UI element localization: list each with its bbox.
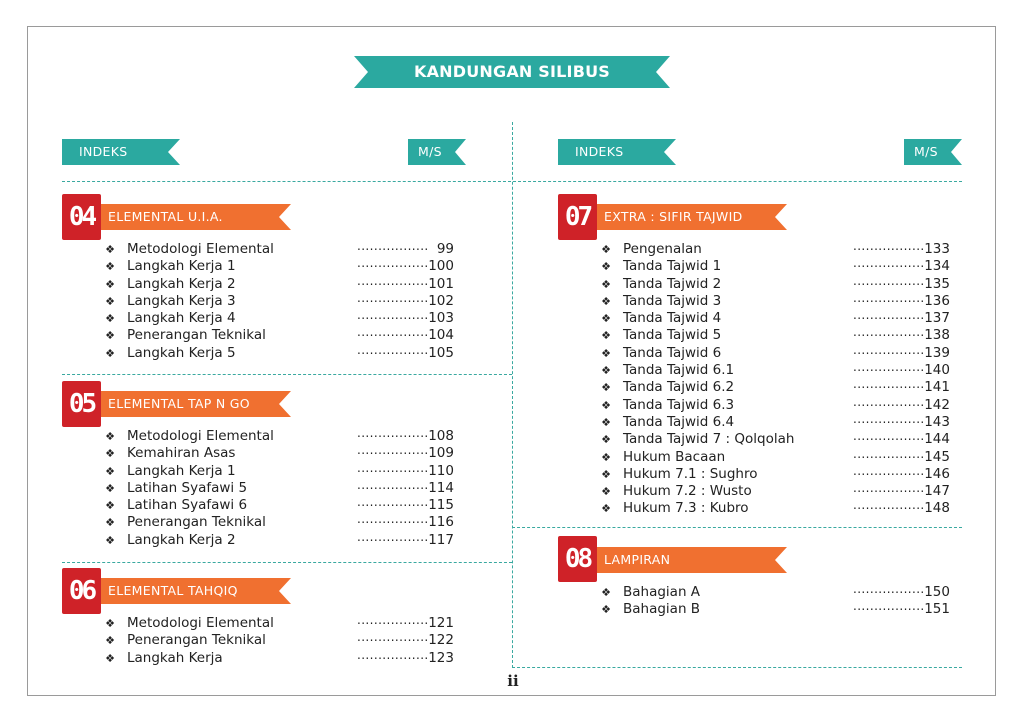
diamond-bullet-icon: ❖ (105, 516, 115, 530)
diamond-bullet-icon: ❖ (105, 312, 115, 326)
diamond-bullet-icon: ❖ (601, 329, 611, 343)
diamond-bullet-icon: ❖ (601, 433, 611, 447)
toc-row[interactable]: ❖ Tanda Tajwid 6 ................. 139 (599, 345, 959, 362)
bottom-divider (512, 667, 962, 668)
toc-row[interactable]: ❖ Langkah Kerja 5 ................. 105 (103, 345, 463, 362)
diamond-bullet-icon: ❖ (105, 533, 115, 547)
section-06-title: ELEMENTAL TAHQIQ (108, 583, 238, 598)
section-04-list (103, 241, 463, 362)
diamond-bullet-icon: ❖ (105, 329, 115, 343)
diamond-bullet-icon: ❖ (105, 634, 115, 648)
section-05-list (103, 428, 463, 549)
toc-row[interactable]: ❖ Tanda Tajwid 2 ................. 135 (599, 276, 959, 293)
section-05-title: ELEMENTAL TAP N GO (108, 396, 250, 411)
toc-row[interactable]: ❖ Metodologi Elemental ................. 108 (103, 428, 463, 445)
toc-row[interactable]: ❖ Tanda Tajwid 5 ................. 138 (599, 327, 959, 344)
toc-row[interactable]: ❖ Langkah Kerja ................. 123 (103, 650, 463, 667)
toc-row[interactable]: ❖ Bahagian A ................. 150 (599, 584, 959, 601)
diamond-bullet-icon: ❖ (601, 502, 611, 516)
section-07-title: EXTRA : SIFIR TAJWID (604, 209, 743, 224)
toc-row[interactable]: ❖ Hukum 7.2 : Wusto ................. 147 (599, 483, 959, 500)
toc-row[interactable]: ❖ Metodologi Elemental ................. 99 (103, 241, 463, 258)
toc-row[interactable]: ❖ Tanda Tajwid 6.4 ................. 143 (599, 414, 959, 431)
left-index-label: INDEKS (79, 144, 128, 159)
diamond-bullet-icon: ❖ (601, 312, 611, 326)
toc-row[interactable]: ❖ Tanda Tajwid 3 ................. 136 (599, 293, 959, 310)
section-08-title: LAMPIRAN (604, 552, 671, 567)
toc-row[interactable]: ❖ Tanda Tajwid 6.3 ................. 142 (599, 397, 959, 414)
toc-row[interactable]: ❖ Tanda Tajwid 6.1 ................. 140 (599, 362, 959, 379)
toc-row[interactable]: ❖ Langkah Kerja 4 ................. 103 (103, 310, 463, 327)
toc-row[interactable]: ❖ Latihan Syafawi 5 ................. 114 (103, 480, 463, 497)
diamond-bullet-icon: ❖ (105, 447, 115, 461)
diamond-bullet-icon: ❖ (105, 464, 115, 478)
diamond-bullet-icon: ❖ (601, 346, 611, 360)
left-page-label: M/S (418, 144, 442, 159)
diamond-bullet-icon: ❖ (601, 586, 611, 599)
diamond-bullet-icon: ❖ (601, 450, 611, 464)
section-06-number: 06 (68, 576, 95, 606)
diamond-bullet-icon: ❖ (105, 260, 115, 274)
section-08-number: 08 (564, 544, 591, 574)
section-07-list (599, 241, 959, 518)
diamond-bullet-icon: ❖ (105, 243, 115, 256)
diamond-bullet-icon: ❖ (601, 260, 611, 274)
toc-row[interactable]: ❖ Langkah Kerja 3 ................. 102 (103, 293, 463, 310)
diamond-bullet-icon: ❖ (601, 603, 611, 617)
toc-row[interactable]: ❖ Tanda Tajwid 4 ................. 137 (599, 310, 959, 327)
toc-row[interactable]: ❖ Langkah Kerja 1 ................. 100 (103, 258, 463, 275)
diamond-bullet-icon: ❖ (105, 430, 115, 443)
right-page-label: M/S (914, 144, 938, 159)
diamond-bullet-icon: ❖ (105, 481, 115, 495)
toc-row[interactable]: ❖ Langkah Kerja 2 ................. 117 (103, 532, 463, 549)
section-06-list (103, 615, 463, 667)
toc-row[interactable]: ❖ Langkah Kerja 1 ................. 110 (103, 463, 463, 480)
diamond-bullet-icon: ❖ (105, 499, 115, 513)
diamond-bullet-icon: ❖ (601, 485, 611, 499)
toc-row[interactable]: ❖ Langkah Kerja 2 ................. 101 (103, 276, 463, 293)
right-index-label: INDEKS (575, 144, 624, 159)
diamond-bullet-icon: ❖ (601, 415, 611, 429)
diamond-bullet-icon: ❖ (105, 277, 115, 291)
diamond-bullet-icon: ❖ (105, 346, 115, 360)
divider-05-06 (62, 562, 512, 563)
toc-row[interactable]: ❖ Penerangan Teknikal ................. 104 (103, 327, 463, 344)
toc-row[interactable]: ❖ Hukum 7.1 : Sughro ................. 146 (599, 466, 959, 483)
diamond-bullet-icon: ❖ (601, 381, 611, 395)
section-05-number: 05 (68, 389, 95, 419)
divider-07-08 (512, 527, 962, 528)
section-04-number: 04 (68, 202, 95, 232)
toc-row[interactable]: ❖ Tanda Tajwid 7 : Qolqolah ................. 144 (599, 431, 959, 448)
section-07-number: 07 (564, 202, 591, 232)
diamond-bullet-icon: ❖ (601, 277, 611, 291)
section-04-title: ELEMENTAL U.I.A. (108, 209, 223, 224)
toc-row[interactable]: ❖ Tanda Tajwid 6.2 ................. 141 (599, 379, 959, 396)
toc-row[interactable]: ❖ Hukum Bacaan ................. 145 (599, 449, 959, 466)
diamond-bullet-icon: ❖ (601, 294, 611, 308)
toc-row[interactable]: ❖ Tanda Tajwid 1 ................. 134 (599, 258, 959, 275)
divider-04-05 (62, 374, 512, 375)
toc-row[interactable]: ❖ Hukum 7.3 : Kubro ................. 148 (599, 500, 959, 517)
section-08-list (599, 584, 959, 619)
toc-row[interactable]: ❖ Penerangan Teknikal ................. 116 (103, 514, 463, 531)
toc-row[interactable]: ❖ Penerangan Teknikal ................. 122 (103, 632, 463, 649)
diamond-bullet-icon: ❖ (105, 651, 115, 665)
toc-row[interactable]: ❖ Metodologi Elemental ................. 121 (103, 615, 463, 632)
diamond-bullet-icon: ❖ (601, 467, 611, 481)
diamond-bullet-icon: ❖ (601, 243, 611, 256)
column-divider (512, 122, 513, 668)
toc-row[interactable]: ❖ Latihan Syafawi 6 ................. 115 (103, 497, 463, 514)
page-number: ii (507, 672, 519, 690)
diamond-bullet-icon: ❖ (105, 294, 115, 308)
page-title: KANDUNGAN SILIBUS (413, 62, 611, 81)
diamond-bullet-icon: ❖ (601, 364, 611, 378)
diamond-bullet-icon: ❖ (105, 617, 115, 630)
diamond-bullet-icon: ❖ (601, 398, 611, 412)
toc-row[interactable]: ❖ Bahagian B ................. 151 (599, 601, 959, 618)
toc-row[interactable]: ❖ Kemahiran Asas ................. 109 (103, 445, 463, 462)
toc-row[interactable]: ❖ Pengenalan ................. 133 (599, 241, 959, 258)
